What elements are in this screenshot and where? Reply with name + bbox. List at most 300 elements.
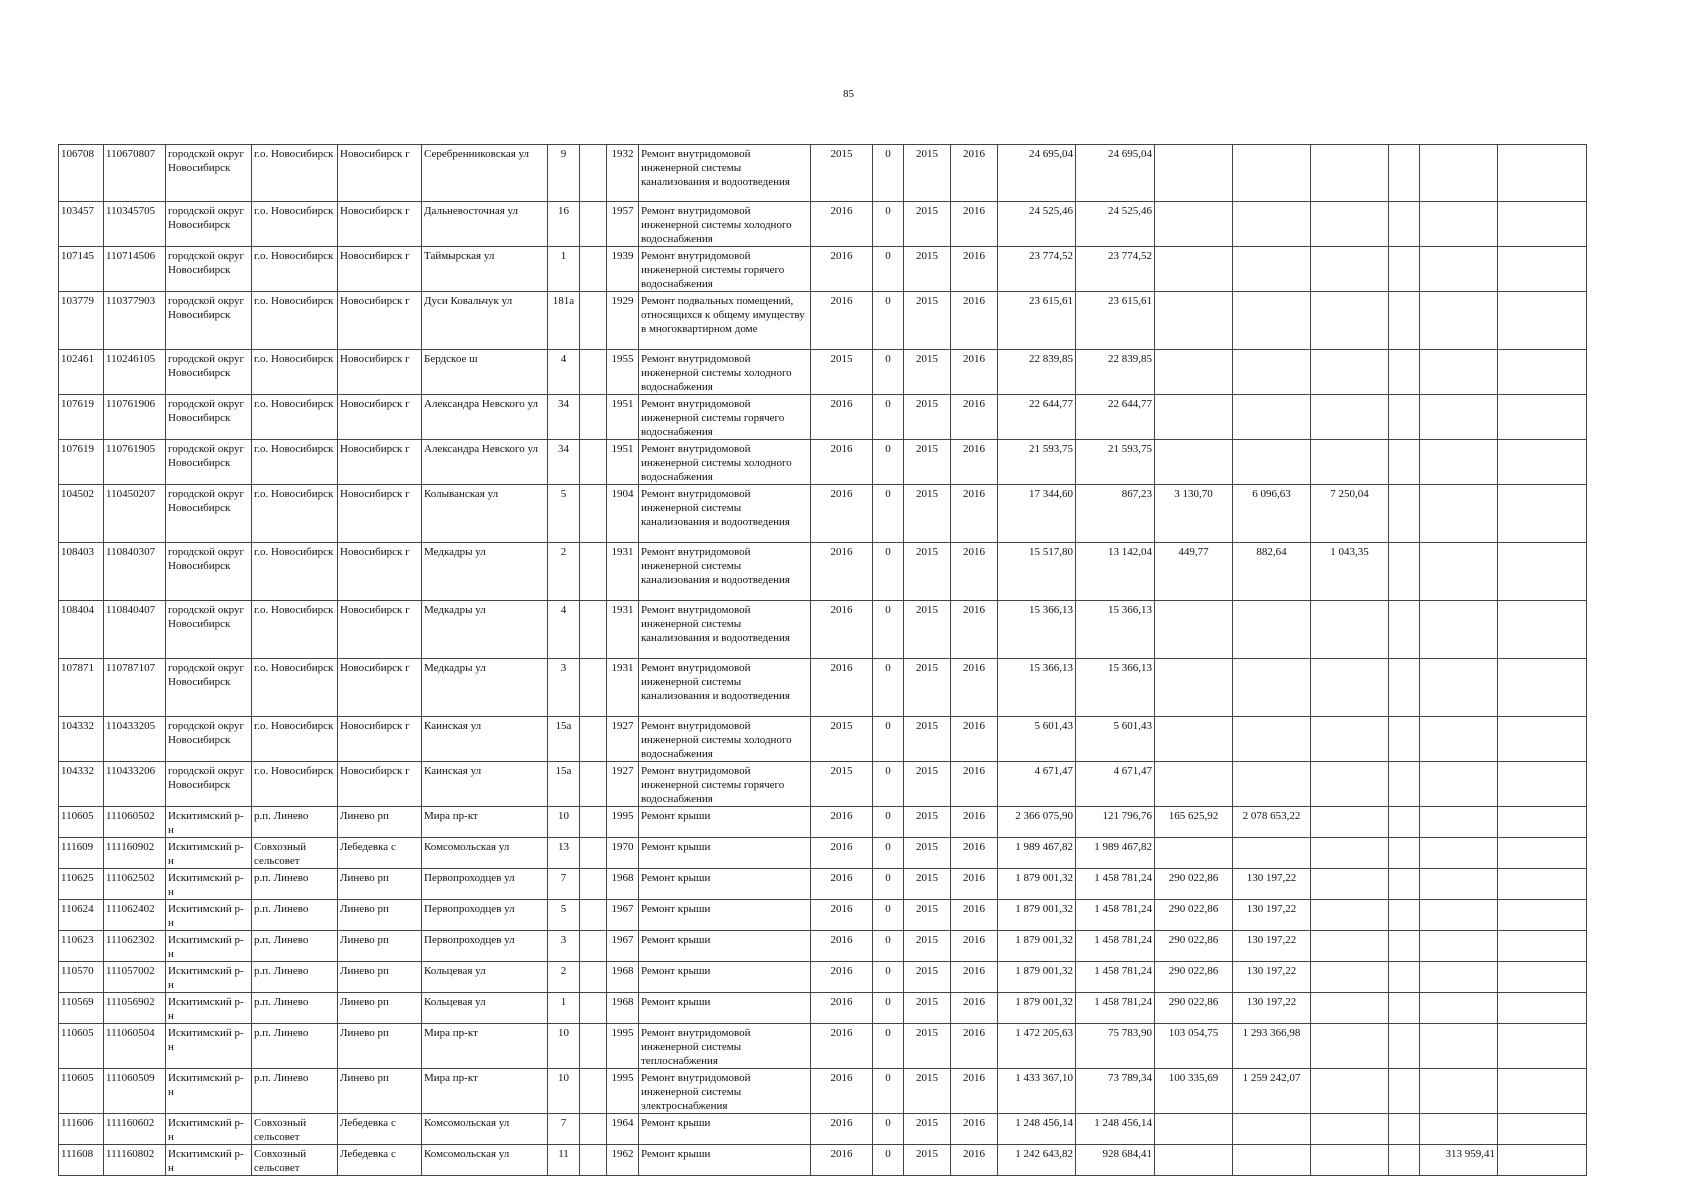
- cell-settlement-type: г.о. Новосибирск: [252, 717, 338, 762]
- cell-funds-7: [1498, 485, 1587, 543]
- cell-funds-1: 1 458 781,24: [1076, 900, 1155, 931]
- cell-plan-year: 2016: [811, 395, 873, 440]
- cell-work-type: Ремонт внутридомовой инженерной системы холодного водоснабжения: [639, 202, 811, 247]
- cell-municipality: городской округ Новосибирск: [166, 395, 252, 440]
- cell-funds-6: [1420, 247, 1498, 292]
- table-row: [59, 717, 1587, 762]
- cell-flag: 0: [873, 993, 904, 1024]
- cell-flag: 0: [873, 350, 904, 395]
- cell-building: [580, 962, 607, 993]
- table-row: [59, 1145, 1587, 1176]
- cell-building: [580, 292, 607, 350]
- cell-locality: Новосибирск г: [338, 543, 422, 601]
- cell-work-type: Ремонт внутридомовой инженерной системы канализования и водоотведения: [639, 601, 811, 659]
- cell-building: [580, 762, 607, 807]
- cell-year-built: 1967: [607, 900, 639, 931]
- cell-end-year: 2016: [951, 145, 998, 202]
- cell-start-year: 2015: [904, 869, 951, 900]
- cell-funds-2: [1155, 145, 1233, 202]
- cell-total-cost: 1 989 467,82: [998, 838, 1076, 869]
- cell-locality: Новосибирск г: [338, 395, 422, 440]
- cell-end-year: 2016: [951, 543, 998, 601]
- table-row: [59, 350, 1587, 395]
- cell-funds-7: [1498, 1114, 1587, 1145]
- cell-start-year: 2015: [904, 543, 951, 601]
- cell-locality: Линево рп: [338, 900, 422, 931]
- cell-funds-3: 130 197,22: [1233, 962, 1311, 993]
- cell-end-year: 2016: [951, 247, 998, 292]
- cell-funds-2: [1155, 247, 1233, 292]
- cell-funds-3: [1233, 601, 1311, 659]
- cell-building: [580, 350, 607, 395]
- cell-object-id: 110605: [59, 807, 104, 838]
- cell-flag: 0: [873, 869, 904, 900]
- cell-municipality: Искитимский р-н: [166, 1114, 252, 1145]
- cell-funds-1: 928 684,41: [1076, 1145, 1155, 1176]
- cell-funds-6: [1420, 807, 1498, 838]
- table-row: [59, 762, 1587, 807]
- cell-municipality: Искитимский р-н: [166, 838, 252, 869]
- cell-locality: Лебедевка с: [338, 838, 422, 869]
- cell-object-id: 110625: [59, 869, 104, 900]
- cell-funds-1: 21 593,75: [1076, 440, 1155, 485]
- cell-work-id: 110787107: [104, 659, 166, 717]
- cell-house-number: 1: [548, 993, 580, 1024]
- cell-total-cost: 24 525,46: [998, 202, 1076, 247]
- cell-settlement-type: р.п. Линево: [252, 869, 338, 900]
- cell-flag: 0: [873, 543, 904, 601]
- cell-funds-3: 130 197,22: [1233, 931, 1311, 962]
- cell-locality: Новосибирск г: [338, 202, 422, 247]
- cell-municipality: Искитимский р-н: [166, 931, 252, 962]
- cell-settlement-type: Совхозный сельсовет: [252, 838, 338, 869]
- cell-funds-4: [1311, 601, 1389, 659]
- cell-settlement-type: г.о. Новосибирск: [252, 247, 338, 292]
- cell-end-year: 2016: [951, 350, 998, 395]
- cell-funds-3: [1233, 350, 1311, 395]
- cell-municipality: городской округ Новосибирск: [166, 145, 252, 202]
- cell-start-year: 2015: [904, 395, 951, 440]
- cell-end-year: 2016: [951, 869, 998, 900]
- cell-funds-1: 1 989 467,82: [1076, 838, 1155, 869]
- cell-plan-year: 2016: [811, 838, 873, 869]
- cell-funds-2: 290 022,86: [1155, 869, 1233, 900]
- cell-locality: Линево рп: [338, 931, 422, 962]
- cell-object-id: 111608: [59, 1145, 104, 1176]
- cell-funds-3: 1 293 366,98: [1233, 1024, 1311, 1069]
- cell-start-year: 2015: [904, 202, 951, 247]
- cell-funds-5: [1389, 993, 1420, 1024]
- cell-total-cost: 22 644,77: [998, 395, 1076, 440]
- cell-funds-3: [1233, 717, 1311, 762]
- cell-object-id: 108403: [59, 543, 104, 601]
- cell-funds-7: [1498, 962, 1587, 993]
- cell-funds-7: [1498, 1024, 1587, 1069]
- cell-house-number: 15а: [548, 762, 580, 807]
- cell-locality: Линево рп: [338, 807, 422, 838]
- cell-work-id: 111060509: [104, 1069, 166, 1114]
- cell-street: Колыванская ул: [422, 485, 548, 543]
- cell-funds-1: 13 142,04: [1076, 543, 1155, 601]
- cell-funds-1: 22 644,77: [1076, 395, 1155, 440]
- table-row: [59, 1069, 1587, 1114]
- cell-funds-1: 75 783,90: [1076, 1024, 1155, 1069]
- cell-funds-5: [1389, 485, 1420, 543]
- cell-start-year: 2015: [904, 1114, 951, 1145]
- cell-street: Дуси Ковальчук ул: [422, 292, 548, 350]
- cell-start-year: 2015: [904, 762, 951, 807]
- cell-work-type: Ремонт внутридомовой инженерной системы канализования и водоотведения: [639, 543, 811, 601]
- cell-house-number: 7: [548, 1114, 580, 1145]
- cell-funds-2: 100 335,69: [1155, 1069, 1233, 1114]
- cell-house-number: 34: [548, 440, 580, 485]
- cell-house-number: 2: [548, 962, 580, 993]
- cell-total-cost: 1 879 001,32: [998, 869, 1076, 900]
- cell-total-cost: 21 593,75: [998, 440, 1076, 485]
- cell-funds-4: [1311, 869, 1389, 900]
- cell-funds-5: [1389, 292, 1420, 350]
- cell-total-cost: 1 879 001,32: [998, 993, 1076, 1024]
- cell-funds-3: [1233, 440, 1311, 485]
- cell-flag: 0: [873, 1069, 904, 1114]
- table-row: [59, 485, 1587, 543]
- cell-flag: 0: [873, 659, 904, 717]
- cell-work-type: Ремонт внутридомовой инженерной системы холодного водоснабжения: [639, 440, 811, 485]
- cell-funds-4: 1 043,35: [1311, 543, 1389, 601]
- cell-total-cost: 1 248 456,14: [998, 1114, 1076, 1145]
- cell-flag: 0: [873, 395, 904, 440]
- cell-funds-5: [1389, 962, 1420, 993]
- cell-house-number: 13: [548, 838, 580, 869]
- cell-funds-6: [1420, 762, 1498, 807]
- cell-funds-3: 130 197,22: [1233, 869, 1311, 900]
- cell-municipality: городской округ Новосибирск: [166, 202, 252, 247]
- cell-work-id: 111062502: [104, 869, 166, 900]
- cell-funds-7: [1498, 202, 1587, 247]
- cell-funds-4: [1311, 202, 1389, 247]
- cell-funds-1: 1 248 456,14: [1076, 1114, 1155, 1145]
- cell-house-number: 34: [548, 395, 580, 440]
- cell-municipality: Искитимский р-н: [166, 869, 252, 900]
- cell-settlement-type: р.п. Линево: [252, 962, 338, 993]
- cell-flag: 0: [873, 485, 904, 543]
- table-row: [59, 1114, 1587, 1145]
- cell-funds-5: [1389, 717, 1420, 762]
- cell-municipality: Искитимский р-н: [166, 962, 252, 993]
- cell-locality: Линево рп: [338, 1069, 422, 1114]
- cell-work-type: Ремонт внутридомовой инженерной системы холодного водоснабжения: [639, 350, 811, 395]
- cell-street: Комсомольская ул: [422, 1145, 548, 1176]
- cell-plan-year: 2016: [811, 659, 873, 717]
- cell-street: Серебренниковская ул: [422, 145, 548, 202]
- cell-work-id: 110840307: [104, 543, 166, 601]
- cell-street: Первопроходцев ул: [422, 869, 548, 900]
- cell-work-type: Ремонт крыши: [639, 993, 811, 1024]
- cell-start-year: 2015: [904, 1024, 951, 1069]
- cell-funds-3: 130 197,22: [1233, 900, 1311, 931]
- cell-funds-1: 4 671,47: [1076, 762, 1155, 807]
- cell-plan-year: 2015: [811, 350, 873, 395]
- cell-funds-4: [1311, 900, 1389, 931]
- cell-work-id: 111056902: [104, 993, 166, 1024]
- cell-funds-6: [1420, 838, 1498, 869]
- cell-funds-4: [1311, 762, 1389, 807]
- cell-funds-3: [1233, 762, 1311, 807]
- cell-plan-year: 2016: [811, 440, 873, 485]
- cell-end-year: 2016: [951, 717, 998, 762]
- cell-funds-1: 1 458 781,24: [1076, 931, 1155, 962]
- cell-municipality: Искитимский р-н: [166, 1069, 252, 1114]
- cell-funds-2: [1155, 762, 1233, 807]
- cell-settlement-type: р.п. Линево: [252, 900, 338, 931]
- cell-plan-year: 2015: [811, 145, 873, 202]
- cell-plan-year: 2016: [811, 993, 873, 1024]
- cell-funds-2: 290 022,86: [1155, 900, 1233, 931]
- cell-settlement-type: р.п. Линево: [252, 993, 338, 1024]
- cell-end-year: 2016: [951, 485, 998, 543]
- cell-settlement-type: г.о. Новосибирск: [252, 350, 338, 395]
- cell-building: [580, 659, 607, 717]
- cell-funds-7: [1498, 395, 1587, 440]
- cell-funds-5: [1389, 1024, 1420, 1069]
- cell-object-id: 102461: [59, 350, 104, 395]
- cell-locality: Лебедевка с: [338, 1114, 422, 1145]
- cell-work-type: Ремонт подвальных помещений, относящихся к общему имуществу в многоквартирном доме: [639, 292, 811, 350]
- cell-year-built: 1995: [607, 1024, 639, 1069]
- cell-object-id: 110623: [59, 931, 104, 962]
- cell-flag: 0: [873, 900, 904, 931]
- cell-work-id: 111160802: [104, 1145, 166, 1176]
- cell-funds-4: [1311, 807, 1389, 838]
- cell-funds-5: [1389, 1069, 1420, 1114]
- cell-funds-3: 6 096,63: [1233, 485, 1311, 543]
- cell-funds-5: [1389, 247, 1420, 292]
- cell-flag: 0: [873, 247, 904, 292]
- cell-funds-3: 882,64: [1233, 543, 1311, 601]
- cell-funds-4: [1311, 993, 1389, 1024]
- table-row: [59, 993, 1587, 1024]
- cell-plan-year: 2016: [811, 807, 873, 838]
- cell-funds-4: [1311, 962, 1389, 993]
- cell-funds-2: 3 130,70: [1155, 485, 1233, 543]
- cell-locality: Новосибирск г: [338, 601, 422, 659]
- cell-municipality: городской округ Новосибирск: [166, 485, 252, 543]
- cell-building: [580, 543, 607, 601]
- cell-funds-1: 15 366,13: [1076, 659, 1155, 717]
- table-row: [59, 145, 1587, 202]
- cell-object-id: 103457: [59, 202, 104, 247]
- cell-funds-2: [1155, 202, 1233, 247]
- cell-funds-6: 313 959,41: [1420, 1145, 1498, 1176]
- cell-work-id: 110761905: [104, 440, 166, 485]
- cell-funds-5: [1389, 601, 1420, 659]
- cell-funds-2: [1155, 350, 1233, 395]
- cell-start-year: 2015: [904, 807, 951, 838]
- table-row: [59, 292, 1587, 350]
- cell-plan-year: 2015: [811, 717, 873, 762]
- cell-total-cost: 2 366 075,90: [998, 807, 1076, 838]
- cell-funds-7: [1498, 247, 1587, 292]
- cell-year-built: 1968: [607, 962, 639, 993]
- cell-house-number: 7: [548, 869, 580, 900]
- cell-end-year: 2016: [951, 807, 998, 838]
- cell-year-built: 1932: [607, 145, 639, 202]
- cell-flag: 0: [873, 1024, 904, 1069]
- cell-municipality: Искитимский р-н: [166, 807, 252, 838]
- cell-locality: Новосибирск г: [338, 145, 422, 202]
- cell-flag: 0: [873, 202, 904, 247]
- cell-house-number: 9: [548, 145, 580, 202]
- cell-building: [580, 900, 607, 931]
- cell-settlement-type: р.п. Линево: [252, 931, 338, 962]
- table-row: [59, 440, 1587, 485]
- cell-settlement-type: г.о. Новосибирск: [252, 292, 338, 350]
- cell-locality: Линево рп: [338, 962, 422, 993]
- cell-funds-3: [1233, 247, 1311, 292]
- cell-funds-2: [1155, 601, 1233, 659]
- cell-work-type: Ремонт внутридомовой инженерной системы канализования и водоотведения: [639, 485, 811, 543]
- cell-building: [580, 1069, 607, 1114]
- cell-funds-7: [1498, 659, 1587, 717]
- cell-house-number: 181а: [548, 292, 580, 350]
- cell-work-id: 111062302: [104, 931, 166, 962]
- cell-object-id: 110624: [59, 900, 104, 931]
- cell-year-built: 1995: [607, 1069, 639, 1114]
- cell-work-type: Ремонт внутридомовой инженерной системы горячего водоснабжения: [639, 395, 811, 440]
- cell-locality: Новосибирск г: [338, 485, 422, 543]
- cell-building: [580, 145, 607, 202]
- cell-funds-6: [1420, 440, 1498, 485]
- cell-street: Комсомольская ул: [422, 838, 548, 869]
- cell-work-type: Ремонт внутридомовой инженерной системы канализования и водоотведения: [639, 145, 811, 202]
- cell-start-year: 2015: [904, 1145, 951, 1176]
- cell-end-year: 2016: [951, 292, 998, 350]
- cell-municipality: Искитимский р-н: [166, 1024, 252, 1069]
- cell-funds-6: [1420, 869, 1498, 900]
- cell-year-built: 1931: [607, 659, 639, 717]
- cell-funds-1: 867,23: [1076, 485, 1155, 543]
- cell-funds-4: [1311, 395, 1389, 440]
- cell-work-id: 111060502: [104, 807, 166, 838]
- cell-plan-year: 2016: [811, 962, 873, 993]
- cell-house-number: 4: [548, 601, 580, 659]
- cell-work-id: 110433205: [104, 717, 166, 762]
- cell-work-type: Ремонт внутридомовой инженерной системы теплоснабжения: [639, 1024, 811, 1069]
- cell-funds-7: [1498, 440, 1587, 485]
- cell-street: Александра Невского ул: [422, 395, 548, 440]
- cell-plan-year: 2015: [811, 762, 873, 807]
- cell-total-cost: 15 366,13: [998, 659, 1076, 717]
- cell-work-type: Ремонт крыши: [639, 869, 811, 900]
- cell-object-id: 110605: [59, 1024, 104, 1069]
- cell-house-number: 5: [548, 485, 580, 543]
- cell-settlement-type: г.о. Новосибирск: [252, 601, 338, 659]
- cell-settlement-type: г.о. Новосибирск: [252, 202, 338, 247]
- cell-funds-7: [1498, 807, 1587, 838]
- cell-municipality: городской округ Новосибирск: [166, 440, 252, 485]
- cell-street: Мира пр-кт: [422, 807, 548, 838]
- cell-locality: Линево рп: [338, 1024, 422, 1069]
- cell-funds-5: [1389, 395, 1420, 440]
- cell-locality: Новосибирск г: [338, 292, 422, 350]
- cell-object-id: 108404: [59, 601, 104, 659]
- cell-flag: 0: [873, 962, 904, 993]
- cell-settlement-type: г.о. Новосибирск: [252, 395, 338, 440]
- cell-funds-5: [1389, 900, 1420, 931]
- cell-total-cost: 15 366,13: [998, 601, 1076, 659]
- cell-street: Бердское ш: [422, 350, 548, 395]
- cell-work-id: 110450207: [104, 485, 166, 543]
- cell-funds-4: [1311, 292, 1389, 350]
- cell-funds-4: [1311, 440, 1389, 485]
- cell-funds-2: 165 625,92: [1155, 807, 1233, 838]
- cell-municipality: городской округ Новосибирск: [166, 762, 252, 807]
- cell-street: Каинская ул: [422, 717, 548, 762]
- cell-work-type: Ремонт внутридомовой инженерной системы электроснабжения: [639, 1069, 811, 1114]
- cell-funds-1: 1 458 781,24: [1076, 962, 1155, 993]
- cell-funds-2: 103 054,75: [1155, 1024, 1233, 1069]
- cell-plan-year: 2016: [811, 247, 873, 292]
- cell-funds-4: [1311, 1145, 1389, 1176]
- cell-start-year: 2015: [904, 350, 951, 395]
- cell-funds-2: [1155, 717, 1233, 762]
- cell-funds-2: [1155, 395, 1233, 440]
- cell-building: [580, 807, 607, 838]
- cell-work-type: Ремонт внутридомовой инженерной системы канализования и водоотведения: [639, 659, 811, 717]
- cell-street: Первопроходцев ул: [422, 900, 548, 931]
- cell-funds-7: [1498, 762, 1587, 807]
- cell-funds-6: [1420, 659, 1498, 717]
- cell-total-cost: 1 879 001,32: [998, 962, 1076, 993]
- cell-object-id: 110569: [59, 993, 104, 1024]
- cell-funds-4: [1311, 717, 1389, 762]
- cell-total-cost: 1 242 643,82: [998, 1145, 1076, 1176]
- cell-funds-5: [1389, 931, 1420, 962]
- cell-funds-3: [1233, 1145, 1311, 1176]
- cell-settlement-type: Совхозный сельсовет: [252, 1114, 338, 1145]
- cell-funds-7: [1498, 838, 1587, 869]
- cell-start-year: 2015: [904, 292, 951, 350]
- cell-settlement-type: р.п. Линево: [252, 1069, 338, 1114]
- cell-funds-6: [1420, 1024, 1498, 1069]
- cell-object-id: 104502: [59, 485, 104, 543]
- cell-house-number: 10: [548, 1069, 580, 1114]
- cell-start-year: 2015: [904, 931, 951, 962]
- cell-funds-6: [1420, 1069, 1498, 1114]
- cell-funds-6: [1420, 931, 1498, 962]
- cell-year-built: 1927: [607, 762, 639, 807]
- cell-work-id: 111160902: [104, 838, 166, 869]
- cell-flag: 0: [873, 145, 904, 202]
- cell-plan-year: 2016: [811, 543, 873, 601]
- cell-year-built: 1927: [607, 717, 639, 762]
- cell-house-number: 3: [548, 931, 580, 962]
- table-row: [59, 900, 1587, 931]
- cell-funds-5: [1389, 440, 1420, 485]
- cell-object-id: 107871: [59, 659, 104, 717]
- cell-funds-5: [1389, 659, 1420, 717]
- cell-funds-7: [1498, 993, 1587, 1024]
- cell-municipality: городской округ Новосибирск: [166, 717, 252, 762]
- table-row: [59, 247, 1587, 292]
- cell-start-year: 2015: [904, 145, 951, 202]
- cell-plan-year: 2016: [811, 601, 873, 659]
- cell-funds-3: [1233, 145, 1311, 202]
- cell-funds-6: [1420, 145, 1498, 202]
- cell-funds-6: [1420, 601, 1498, 659]
- cell-plan-year: 2016: [811, 1145, 873, 1176]
- cell-plan-year: 2016: [811, 1024, 873, 1069]
